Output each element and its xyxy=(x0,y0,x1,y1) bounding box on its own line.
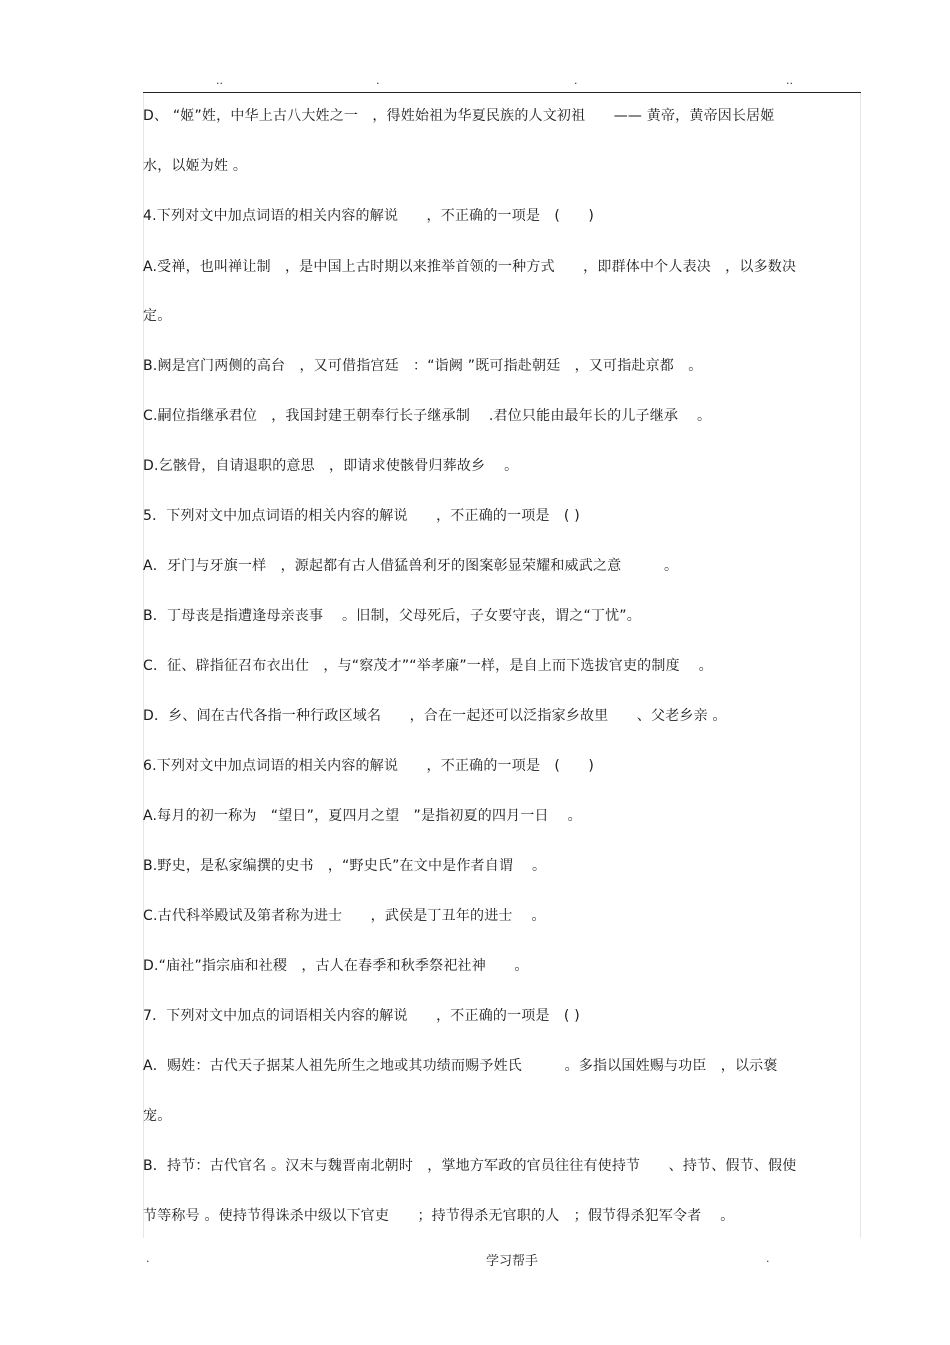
question-7-option-b: B．持节：古代官名 。汉末与魏晋南北朝时 ，掌地方军政的官员往往有使持节 、持节、假节、假使 xyxy=(143,1158,797,1174)
header-dot-4: .. xyxy=(786,74,793,87)
question-5-stem: 5．下列对文中加点词语的相关内容的解说 ，不正确的一项是 ( ) xyxy=(143,508,580,524)
question-6-stem: 6.下列对文中加点词语的相关内容的解说 ，不正确的一项是 ( ) xyxy=(143,758,595,774)
text-line: D、 “姬”姓，中华上古八大姓之一 ，得姓始祖为华夏民族的人文初祖 —— 黄帝，黄帝因长居姬 xyxy=(143,108,775,124)
header-dot-2: . xyxy=(376,74,380,87)
right-margin-rule xyxy=(860,93,861,1238)
footer-title: 学习帮手 xyxy=(486,1254,539,1269)
question-4-option-c: C.嗣位指继承君位 ，我国封建王朝奉行长子继承制 .君位只能由最年长的儿子继承 。 xyxy=(143,408,712,424)
footer-left-dot: . xyxy=(146,1252,150,1265)
question-6-option-b: B.野史，是私家编撰的史书 ，“野史氏”在文中是作者自谓 。 xyxy=(143,858,547,874)
text-line: 定。 xyxy=(143,308,172,324)
header-rule xyxy=(143,92,861,93)
question-5-option-a: A．牙门与牙旗一样 ，源起都有古人借猛兽利牙的图案彰显荣耀和威武之意 。 xyxy=(143,558,679,574)
question-6-option-d: D.“庙社”指宗庙和社稷 ，古人在春季和秋季祭祀社神 。 xyxy=(143,958,529,974)
question-4-option-d: D.乞骸骨，自请退职的意思 ，即请求使骸骨归葬故乡 。 xyxy=(143,458,519,474)
page-header xyxy=(0,74,950,88)
text-line: 宠。 xyxy=(143,1108,172,1124)
question-7-stem: 7．下列对文中加点的词语相关内容的解说 ，不正确的一项是 ( ) xyxy=(143,1008,580,1024)
question-5-option-c: C．征、辟指征召布衣出仕 ，与“察茂才”“举孝廉”一样，是自上而下选拔官吏的制度 。 xyxy=(143,658,713,674)
text-line: 节等称号 。使持节得诛杀中级以下官吏 ；持节得杀无官职的人 ；假节得杀犯军令者 。 xyxy=(143,1208,735,1224)
question-5-option-b: B．丁母丧是指遭逢母亲丧事 。旧制，父母死后，子女要守丧，谓之“丁忧”。 xyxy=(143,608,641,624)
question-7-option-a: A．赐姓：古代天子据某人祖先所生之地或其功绩而赐予姓氏 。多指以国姓赐与功臣 ，以示褒 xyxy=(143,1058,778,1074)
question-4-stem: 4.下列对文中加点词语的相关内容的解说 ，不正确的一项是 ( ) xyxy=(143,208,595,224)
text-line: 水，以姬为姓 。 xyxy=(143,158,248,174)
question-4-option-b: B.阙是宫门两侧的高台 ，又可借指宫廷 ：“诣阙 ”既可指赴朝廷 ，又可指赴京都 。 xyxy=(143,358,703,374)
header-dot-3: . xyxy=(574,74,578,87)
header-dot-1: .. xyxy=(216,74,223,87)
question-6-option-a: A.每月的初一称为 “望日”，夏四月之望 ”是指初夏的四月一日 。 xyxy=(143,808,582,824)
question-5-option-d: D．乡、闾在古代各指一种行政区域名 ，合在一起还可以泛指家乡故里 、父老乡亲 。 xyxy=(143,708,727,724)
question-4-option-a: A.受禅，也叫禅让制 ，是中国上古时期以来推举首领的一种方式 ，即群体中个人表决 ，以多数决 xyxy=(143,259,797,275)
question-6-option-c: C.古代科举殿试及第者称为进士 ，武侯是丁丑年的进士 。 xyxy=(143,908,546,924)
footer-right-dot: . xyxy=(766,1252,770,1265)
